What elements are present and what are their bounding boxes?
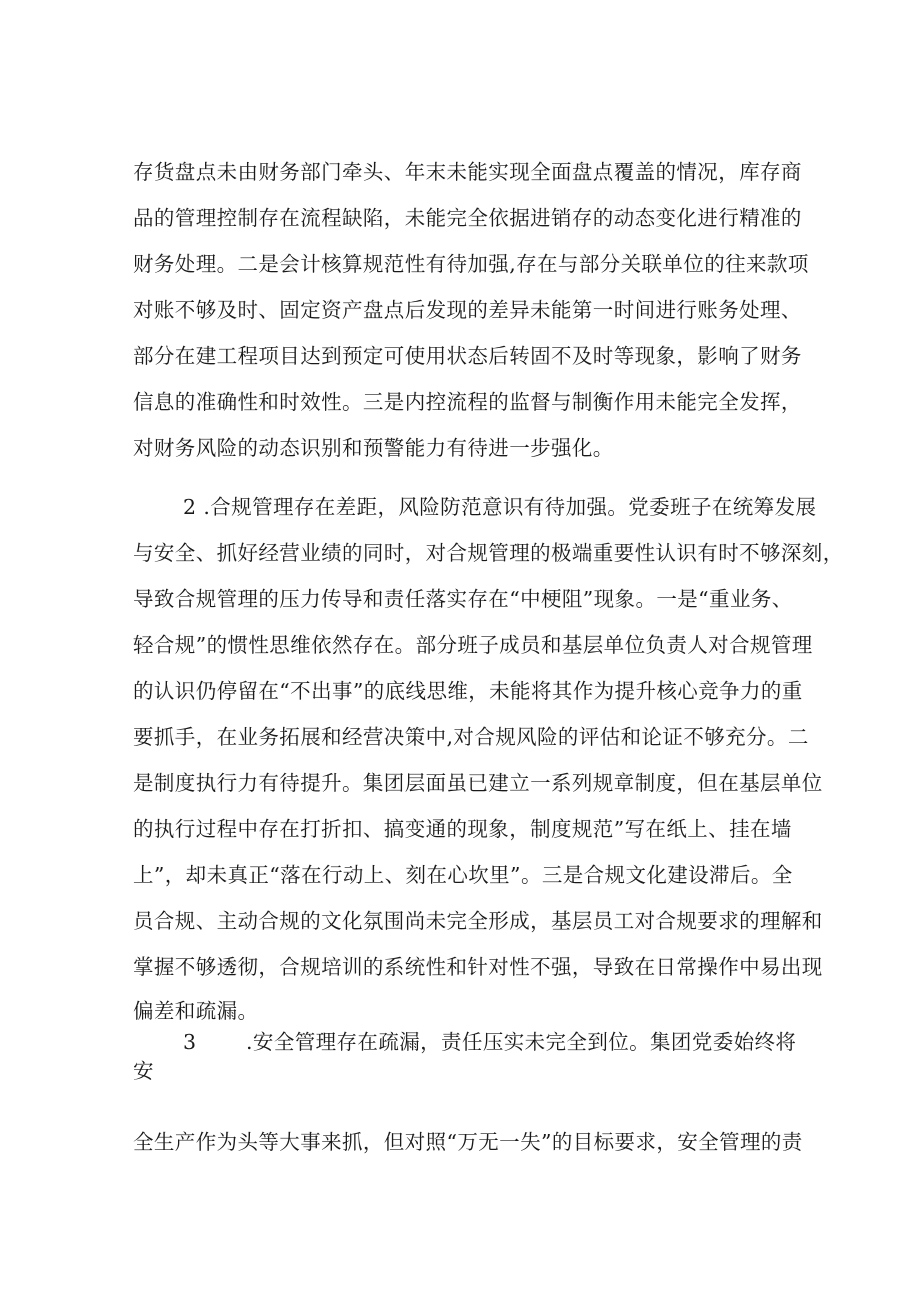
paragraph-1-line-5: 部分在建工程项目达到预定可使用状态后转固不及时等现象，影响了财务 [133, 344, 802, 368]
paragraph-2-line-1: 2 .合规管理存在差距，风险防范意识有待加强。党委班子在统筹发展 [183, 495, 817, 519]
paragraph-1-line-6: 信息的准确性和时效性。三是内控流程的监督与制衡作用未能完全发挥， [133, 390, 802, 414]
paragraph-1-line-3: 财务处理。二是会计核算规范性有待加强,存在与部分关联单位的往来款项 [133, 252, 809, 276]
paragraph-2-line-6: 要抓手，在业务拓展和经营决策中,对合规风险的评估和论证不够充分。二 [133, 725, 809, 749]
paragraph-2-line-9: 上”，却未真正“落在行动上、刻在心坎里”。三是合规文化建设滞后。全 [133, 863, 793, 887]
paragraph-2-line-7: 是制度执行力有待提升。集团层面虽已建立一系列规章制度，但在基层单位 [133, 771, 823, 795]
paragraph-2-line-5: 的认识仍停留在“不出事”的底线思维，未能将其作为提升核心竞争力的重 [133, 679, 803, 703]
paragraph-2-line-4: 轻合规”的惯性思维依然存在。部分班子成员和基层单位负责人对合规管理 [133, 633, 813, 657]
paragraph-2-line-10: 员合规、主动合规的文化氛围尚未完全形成，基层员工对合规要求的理解和 [133, 909, 823, 933]
paragraph-2-line-2: 与安全、抓好经营业绩的同时，对合规管理的极端重要性认识有时不够深刻， [133, 541, 844, 565]
paragraph-2-line-3: 导致合规管理的压力传导和责任落实存在“中梗阻”现象。一是“重业务、 [133, 587, 793, 611]
paragraph-1-line-2: 品的管理控制存在流程缺陷，未能完全依据进销存的动态变化进行精准的 [133, 206, 802, 230]
paragraph-3-line-1: 全生产作为头等大事来抓，但对照“万无一失”的目标要求，安全管理的责 [133, 1130, 803, 1154]
paragraph-3-number: 3 [183, 1030, 197, 1054]
paragraph-3-wrap-char: 安 [133, 1059, 154, 1083]
paragraph-1-line-4: 对账不够及时、固定资产盘点后发现的差异未能第一时间进行账务处理、 [133, 298, 802, 322]
paragraph-2-line-8: 的执行过程中存在打折扣、搞变通的现象，制度规范”写在纸上、挂在墙 [133, 817, 792, 841]
paragraph-1-line-1: 存货盘点未由财务部门牵头、年末未能实现全面盘点覆盖的情况，库存商 [133, 160, 802, 184]
paragraph-2-line-11: 掌握不够透彻，合规培训的系统性和针对性不强，导致在日常操作中易出现 [133, 955, 823, 979]
paragraph-3-heading: .安全管理存在疏漏，责任压实未完全到位。集团党委始终将 [246, 1030, 797, 1054]
paragraph-2-line-12: 偏差和疏漏。 [133, 999, 259, 1023]
paragraph-1-line-7: 对财务风险的动态识别和预警能力有待进一步强化。 [133, 436, 614, 460]
